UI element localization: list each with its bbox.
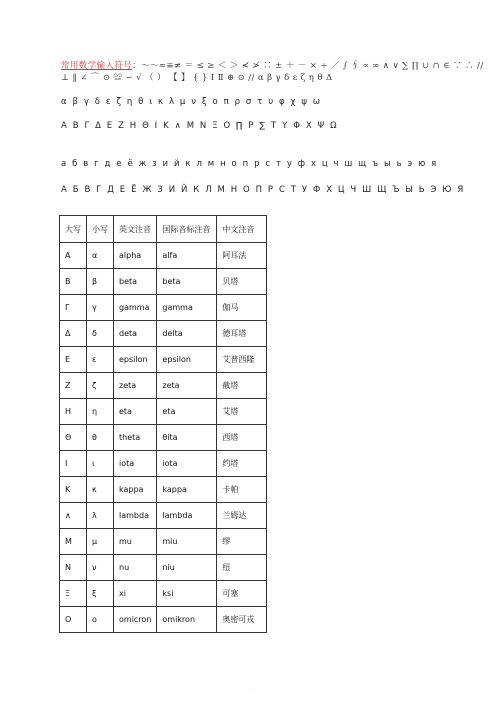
cell-uppercase: Η bbox=[60, 399, 87, 425]
cell-lowercase: γ bbox=[87, 295, 114, 321]
cell-uppercase: Ο bbox=[60, 607, 87, 633]
cell-lowercase: ζ bbox=[87, 373, 114, 399]
cell-lowercase: ι bbox=[87, 451, 114, 477]
cell-ipa: epsilon bbox=[157, 347, 217, 373]
cell-english: beta bbox=[114, 269, 157, 295]
cell-lowercase: δ bbox=[87, 321, 114, 347]
greek-alphabet-table bbox=[59, 215, 267, 633]
cell-chinese: 艾塔 bbox=[217, 399, 267, 425]
cell-chinese: 卡帕 bbox=[217, 477, 267, 503]
cell-chinese: 艾普西隆 bbox=[217, 347, 267, 373]
math-symbols-separator: ： bbox=[132, 61, 142, 71]
cell-lowercase: κ bbox=[87, 477, 114, 503]
cell-ipa: iota bbox=[157, 451, 217, 477]
cell-english: deta bbox=[114, 321, 157, 347]
cell-lowercase: β bbox=[87, 269, 114, 295]
cell-ipa: omikron bbox=[157, 607, 217, 633]
cell-ipa: θita bbox=[157, 425, 217, 451]
table-body bbox=[60, 243, 267, 633]
cell-uppercase: Ι bbox=[60, 451, 87, 477]
cell-uppercase: Α bbox=[60, 243, 87, 269]
table-row bbox=[60, 529, 267, 555]
cell-chinese: 可塞 bbox=[217, 581, 267, 607]
cell-uppercase: Ε bbox=[60, 347, 87, 373]
cell-chinese: 缪 bbox=[217, 529, 267, 555]
cell-ipa: niu bbox=[157, 555, 217, 581]
table-row bbox=[60, 243, 267, 269]
cell-lowercase: μ bbox=[87, 529, 114, 555]
header-ipa: 国际音标注音 bbox=[157, 216, 217, 243]
cell-lowercase: ο bbox=[87, 607, 114, 633]
cell-english: epsilon bbox=[114, 347, 157, 373]
cell-ipa: delta bbox=[157, 321, 217, 347]
cell-ipa: beta bbox=[157, 269, 217, 295]
cell-uppercase: Β bbox=[60, 269, 87, 295]
cell-uppercase: Μ bbox=[60, 529, 87, 555]
table-row bbox=[60, 425, 267, 451]
cell-uppercase: Ν bbox=[60, 555, 87, 581]
cell-chinese: 约塔 bbox=[217, 451, 267, 477]
cell-lowercase: ξ bbox=[87, 581, 114, 607]
cell-chinese: 德耳塔 bbox=[217, 321, 267, 347]
cell-ipa: eta bbox=[157, 399, 217, 425]
cell-ipa: gamma bbox=[157, 295, 217, 321]
cyrillic-lowercase-line: а б в г д е ё ж з и й к л м н о п р с т у ф х ц ч ш щ ъ ы ь э ю я bbox=[61, 159, 438, 169]
table-row bbox=[60, 347, 267, 373]
greek-lowercase-line: α β γ δ ε ζ η θ ι κ λ μ ν ξ ο π ρ σ τ υ φ χ ψ ω bbox=[61, 97, 322, 107]
cell-english: omicron bbox=[114, 607, 157, 633]
cell-ipa: alfa bbox=[157, 243, 217, 269]
table-row bbox=[60, 503, 267, 529]
header-english: 英文注音 bbox=[114, 216, 157, 243]
cell-chinese: 阿耳法 bbox=[217, 243, 267, 269]
cell-uppercase: Κ bbox=[60, 477, 87, 503]
cell-chinese: 奥密可戎 bbox=[217, 607, 267, 633]
cell-chinese: 截塔 bbox=[217, 373, 267, 399]
cell-english: gamma bbox=[114, 295, 157, 321]
cell-ipa: miu bbox=[157, 529, 217, 555]
cell-uppercase: Θ bbox=[60, 425, 87, 451]
cell-english: nu bbox=[114, 555, 157, 581]
cell-lowercase: η bbox=[87, 399, 114, 425]
cell-english: iota bbox=[114, 451, 157, 477]
cell-uppercase: Ξ bbox=[60, 581, 87, 607]
table-row bbox=[60, 399, 267, 425]
table-row bbox=[60, 269, 267, 295]
watermark-mark: · · · bbox=[250, 687, 257, 692]
table-row bbox=[60, 555, 267, 581]
cell-chinese: 兰姆达 bbox=[217, 503, 267, 529]
cell-english: theta bbox=[114, 425, 157, 451]
table-row bbox=[60, 477, 267, 503]
cell-chinese: 贝塔 bbox=[217, 269, 267, 295]
cell-lowercase: ν bbox=[87, 555, 114, 581]
cell-chinese: 纽 bbox=[217, 555, 267, 581]
cell-english: kappa bbox=[114, 477, 157, 503]
cell-uppercase: Δ bbox=[60, 321, 87, 347]
cell-ipa: zeta bbox=[157, 373, 217, 399]
greek-uppercase-line: Α Β Γ Δ Ε Ζ Η Θ Ι Κ ∧ Μ Ν Ξ Ο ∏ Ρ ∑ Τ Υ Φ Χ Ψ Ω bbox=[61, 121, 339, 131]
cell-chinese: 伽马 bbox=[217, 295, 267, 321]
cell-ipa: ksi bbox=[157, 581, 217, 607]
cell-english: zeta bbox=[114, 373, 157, 399]
cell-english: eta bbox=[114, 399, 157, 425]
cyrillic-uppercase-line: А Б В Г Д Е Ё Ж З И Й К Л М Н О П Р С Т У Ф Х Ц Ч Ш Щ Ъ Ы Ь Э Ю Я bbox=[61, 185, 465, 195]
math-symbols-block bbox=[61, 60, 486, 84]
cell-ipa: kappa bbox=[157, 477, 217, 503]
table-header-row bbox=[60, 216, 267, 243]
math-symbols-text: ～～≈≡≠ ＝ ≤ ≥ ＜ ＞ ≮ ≯ ∷ ± ＋ － × ÷ ／ ∫ ∮ ∝ ∞ ∧ ∨ ∑ ∏ ∪ ∩ ∈ ∵ ∴ // ⊥ ‖ ∠ ⌒ ⊙ ≌ ∽ √ （ ） 【 】 { } Ⅰ Ⅱ ⊕ ⊙ // α β γ δ ε ζ η θ Δ bbox=[61, 61, 484, 83]
cell-lowercase: ε bbox=[87, 347, 114, 373]
cell-english: mu bbox=[114, 529, 157, 555]
cell-ipa: lambda bbox=[157, 503, 217, 529]
cell-english: alpha bbox=[114, 243, 157, 269]
cell-uppercase: Ζ bbox=[60, 373, 87, 399]
header-lowercase: 小写 bbox=[87, 216, 114, 243]
table-row bbox=[60, 321, 267, 347]
header-uppercase: 大写 bbox=[60, 216, 87, 243]
cell-lowercase: θ bbox=[87, 425, 114, 451]
cell-english: xi bbox=[114, 581, 157, 607]
cell-chinese: 西塔 bbox=[217, 425, 267, 451]
table-row bbox=[60, 295, 267, 321]
cell-lowercase: λ bbox=[87, 503, 114, 529]
header-chinese: 中文注音 bbox=[217, 216, 267, 243]
cell-uppercase: ∧ bbox=[60, 503, 87, 529]
table-row bbox=[60, 451, 267, 477]
cell-uppercase: Γ bbox=[60, 295, 87, 321]
table-row bbox=[60, 581, 267, 607]
cell-lowercase: α bbox=[87, 243, 114, 269]
math-symbols-title[interactable]: 常用数学输入符号 bbox=[61, 61, 133, 71]
table-row bbox=[60, 373, 267, 399]
cell-english: lambda bbox=[114, 503, 157, 529]
table-row bbox=[60, 607, 267, 633]
